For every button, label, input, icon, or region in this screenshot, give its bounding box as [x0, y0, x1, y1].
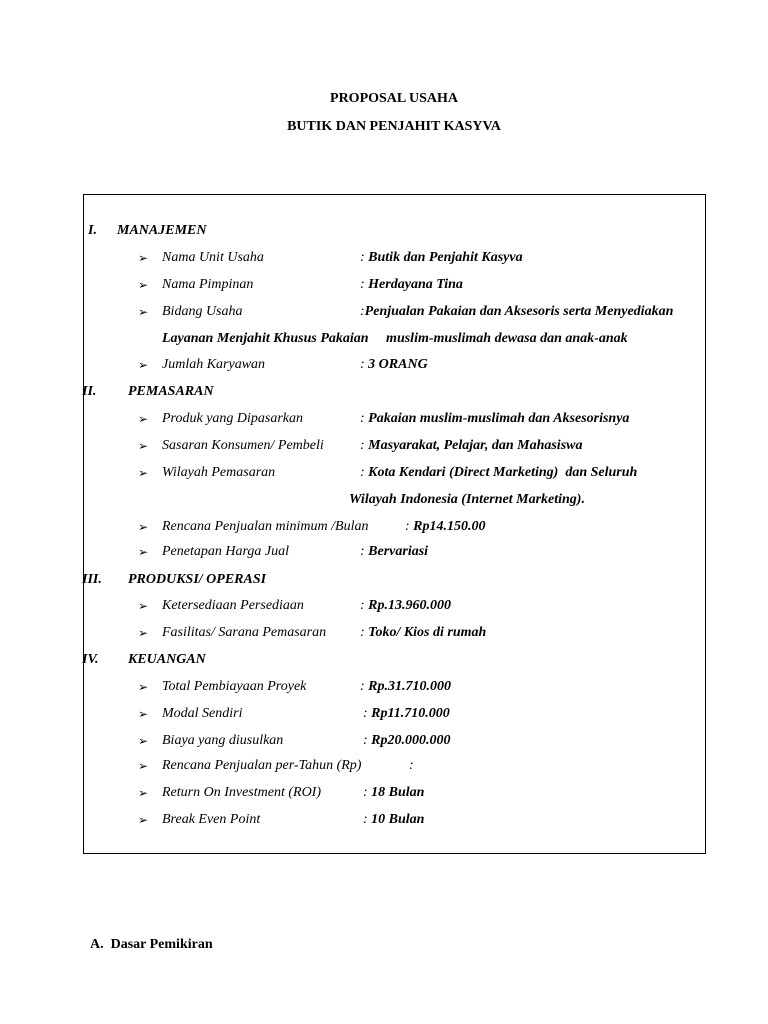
document-title: PROPOSAL USAHA: [330, 91, 458, 106]
item-colon: :: [360, 679, 365, 694]
item-colon: :: [409, 758, 414, 773]
item-label: Bidang Usaha: [162, 304, 243, 319]
list-item: [138, 518, 486, 537]
item-colon: :: [360, 438, 365, 453]
item-colon: :: [363, 812, 368, 827]
item-value: Toko/ Kios di rumah: [368, 625, 487, 640]
item-colon: :: [360, 544, 365, 559]
arrow-bullet-icon: ➢: [138, 278, 149, 292]
arrow-bullet-icon: ➢: [138, 680, 149, 694]
list-item: [138, 757, 414, 776]
section-manajemen: [88, 222, 206, 240]
list-item: [138, 597, 452, 616]
list-item: [138, 678, 452, 697]
item-label: Fasilitas/ Sarana Pemasaran: [162, 625, 327, 640]
list-item: [138, 732, 451, 751]
item-value: Butik dan Penjahit Kasyva: [368, 250, 523, 265]
item-value: 10 Bulan: [371, 812, 425, 827]
item-colon: :: [360, 250, 365, 265]
arrow-bullet-icon: ➢: [138, 439, 149, 453]
section-number: I.: [88, 223, 97, 238]
arrow-bullet-icon: ➢: [138, 759, 149, 773]
item-colon: :: [363, 706, 368, 721]
item-value: Rp.31.710.000: [368, 679, 452, 694]
item-value: Herdayana Tina: [368, 277, 463, 292]
list-item: [138, 276, 463, 295]
item-label: Jumlah Karyawan: [162, 357, 266, 372]
item-value: 18 Bulan: [371, 785, 425, 800]
item-label: Rencana Penjualan minimum /Bulan: [162, 519, 369, 534]
item-value: Kota Kendari (Direct Marketing) dan Seluruh: [368, 465, 638, 480]
arrow-bullet-icon: ➢: [138, 545, 149, 559]
document-subtitle: BUTIK DAN PENJAHIT KASYVA: [287, 119, 501, 134]
list-item: [138, 410, 630, 429]
item-colon: :: [360, 277, 365, 292]
list-item: [138, 811, 425, 830]
item-label: Sasaran Konsumen/ Pembeli: [162, 438, 324, 453]
item-colon: :: [360, 411, 365, 426]
section-heading-dasar-pemikiran: A. Dasar Pemikiran: [90, 937, 213, 952]
item-label: Wilayah Pemasaran: [162, 465, 276, 480]
section-title: MANAJEMEN: [117, 223, 207, 238]
item-label: Break Even Point: [162, 812, 261, 827]
section-number: IV.: [82, 652, 99, 667]
arrow-bullet-icon: ➢: [138, 707, 149, 721]
item-value: Rp20.000.000: [371, 733, 451, 748]
item-label: Return On Investment (ROI): [162, 785, 322, 800]
list-item: [138, 249, 523, 268]
item-label: Rencana Penjualan per-Tahun (Rp): [162, 758, 362, 773]
list-item: [138, 303, 674, 322]
section-title: KEUANGAN: [128, 652, 206, 667]
list-item: [138, 356, 428, 375]
item-value: Pakaian muslim-muslimah dan Aksesorisnya: [368, 411, 630, 426]
item-colon: :: [363, 733, 368, 748]
item-colon: :: [360, 304, 365, 319]
item-label: Total Pembiayaan Proyek: [162, 679, 307, 694]
section-title: PRODUKSI/ OPERASI: [128, 572, 267, 587]
item-value-continuation: Layanan Menjahit Khusus Pakaian muslim-muslimah dewasa dan anak-anak: [162, 331, 628, 346]
arrow-bullet-icon: ➢: [138, 734, 149, 748]
arrow-bullet-icon: ➢: [138, 599, 149, 613]
item-value: 3 ORANG: [368, 357, 428, 372]
list-item: [138, 437, 583, 456]
item-value: Rp14.150.00: [413, 519, 486, 534]
item-colon: :: [405, 519, 410, 534]
arrow-bullet-icon: ➢: [138, 813, 149, 827]
item-label: Penetapan Harga Jual: [162, 544, 290, 559]
item-label: Nama Pimpinan: [162, 277, 254, 292]
list-item: [138, 705, 450, 724]
item-label: Biaya yang diusulkan: [162, 733, 284, 748]
arrow-bullet-icon: ➢: [138, 358, 149, 372]
section-number: II.: [82, 384, 97, 399]
item-value: Rp11.710.000: [371, 706, 450, 721]
section-pemasaran: [82, 383, 214, 401]
item-colon: :: [360, 625, 365, 640]
arrow-bullet-icon: ➢: [138, 626, 149, 640]
arrow-bullet-icon: ➢: [138, 251, 149, 265]
item-value: Penjualan Pakaian dan Aksesoris serta Menyediakan: [364, 304, 674, 319]
arrow-bullet-icon: ➢: [138, 786, 149, 800]
item-label: Nama Unit Usaha: [162, 250, 264, 265]
arrow-bullet-icon: ➢: [138, 466, 149, 480]
arrow-bullet-icon: ➢: [138, 412, 149, 426]
section-produksi: [82, 571, 266, 589]
item-label: Produk yang Dipasarkan: [162, 411, 304, 426]
section-number: III.: [82, 572, 102, 587]
arrow-bullet-icon: ➢: [138, 520, 149, 534]
list-item: [138, 464, 638, 483]
item-colon: :: [363, 785, 368, 800]
item-label: Ketersediaan Persediaan: [162, 598, 304, 613]
item-colon: :: [360, 357, 365, 372]
list-item: [138, 784, 425, 803]
item-colon: :: [360, 598, 365, 613]
item-value: Rp.13.960.000: [368, 598, 452, 613]
item-value: Bervariasi: [368, 544, 429, 559]
arrow-bullet-icon: ➢: [138, 305, 149, 319]
list-item: [138, 624, 487, 643]
item-label: Modal Sendiri: [162, 706, 243, 721]
section-keuangan: [82, 651, 206, 669]
list-item: [138, 543, 429, 562]
item-value: Masyarakat, Pelajar, dan Mahasiswa: [368, 438, 583, 453]
item-value-continuation: Wilayah Indonesia (Internet Marketing).: [349, 492, 585, 507]
item-colon: :: [360, 465, 365, 480]
section-title: PEMASARAN: [128, 384, 214, 399]
